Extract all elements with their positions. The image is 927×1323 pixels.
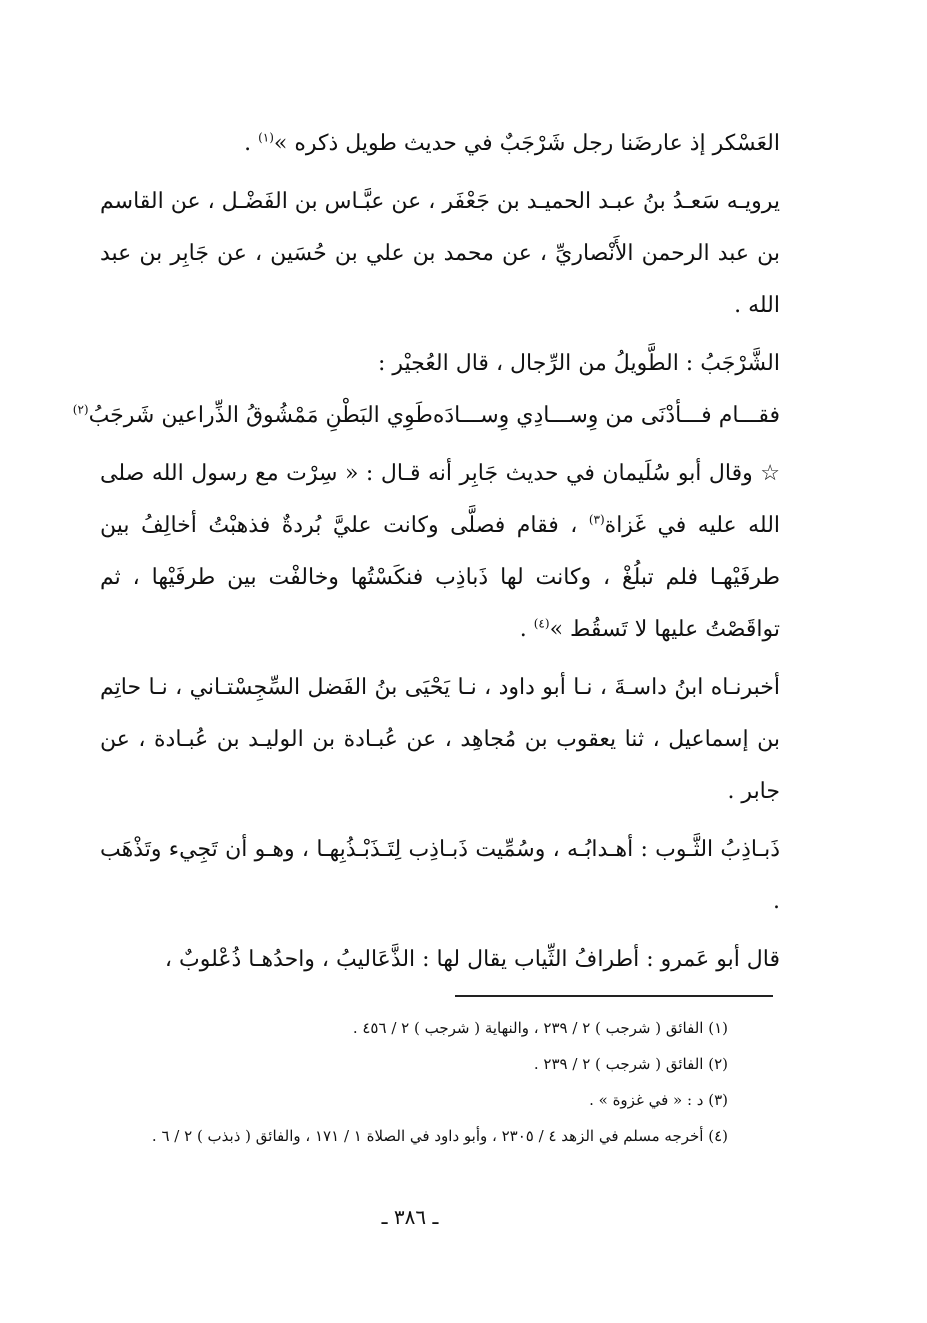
paragraph-4-text-b: ، فقام فصلَّى وكانت عليَّ بُردةٌ فذهبْتُ أخالِفُ بين طرفَيْهـا فلم تبلُغْ ، وكانت لها ذَباذِب فنكَسْتُها وخالفْت بين طرفَيْها ، ثم تواقَصْتُ عليها لا تَسقُط »	[100, 513, 780, 642]
paragraph-4-end: .	[519, 617, 534, 642]
paragraph-1-text: العَسْكر إذ عارضَنا رجل شَرْجَبٌ في حديث طويل ذكره »	[273, 131, 780, 156]
footnote-ref-4[interactable]: (٤)	[533, 616, 550, 631]
footnote-2: (٢) الفائق ( شرجب ) ٢ / ٢٣٩ .	[533, 1055, 728, 1073]
footnote-ref-3[interactable]: (٣)	[588, 512, 605, 527]
footnote-ref-2[interactable]: (٢)	[72, 402, 89, 417]
footnote-1: (١) الفائق ( شرجب ) ٢ / ٢٣٩ ، والنهاية ( شرجب ) ٢ / ٤٥٦ .	[352, 1019, 728, 1037]
paragraph-7: قال أبو عَمرو : أطرافُ الثِّياب يقال لها : الذَّعَاليبُ ، واحدُهـا ذُعْلوبٌ ،	[164, 947, 780, 972]
footnote-4: (٤) أخرجه مسلم في الزهد ٤ / ٢٣٠٥ ، وأبو داود في الصلاة ١ / ١٧١ ، والفائق ( ذبذب ) ٢ / ٦ .	[151, 1127, 728, 1145]
page-number: ـ ٣٨٦ ـ	[381, 1205, 439, 1229]
footnotes	[88, 1010, 728, 1154]
poem-verse	[72, 390, 780, 442]
paragraph-5: أخبرنـاه ابنُ داسـةَ ، نـا أبو داود ، نـا يَحْيَى بنُ الفَضل السِّجِسْتـاني ، نـا حاتِم بن إسماعيل ، ثنا يعقوب بن مُجاهِد ، عن عُبـادة بن الوليـد بن عُبـادة ، عن جابر .	[100, 675, 780, 804]
paragraph-3: الشَّرْجَبُ : الطَّويلُ من الرِّجال ، قال العُجيْر :	[377, 351, 780, 376]
paragraph-1-end: .	[244, 131, 259, 156]
verse-first-hemistich: فقـــام فـــأدْنَى من وِســـادِي وِســـادَه	[432, 403, 780, 428]
footnote-divider	[455, 995, 773, 997]
main-text	[72, 118, 781, 986]
footnote-3: (٣) د : « في غزوة » .	[589, 1091, 728, 1109]
paragraph-4	[100, 448, 780, 656]
verse-second-hemistich-text: طَوِي البَطْنِ مَمْشُوقُ الذِّراعين شَرجَبُ	[88, 403, 433, 428]
verse-second-hemistich	[73, 390, 433, 442]
paragraph-6: ذَبـاذِبُ الثَّـوب : أهـدابُـه ، وسُمِّيت ذَبـاذِب لِتَـذَبْـذُبِهـا ، وهـو أن تَجِيء وتَذْهَب .	[100, 837, 780, 914]
paragraph-1	[100, 118, 780, 170]
footnote-ref-1[interactable]: (١)	[258, 130, 274, 145]
paragraph-2: يرويـه سَعـدُ بنُ عبـد الحميـد بن جَعْفَر ، عن عبَّـاس بن الفَضْـل ، عن القاسم بن عبد الرحمن الأَنْصاريِّ ، عن محمد بن علي بن حُسَين ، عن جَابِر بن عبد الله .	[100, 189, 780, 318]
paragraph-4-text-a: ☆ وقال أبو سُلَيمان في حديث جَابِر أنه قـال : « سِرْت مع رسول الله صلى الله عليه في غَزاة	[100, 461, 781, 538]
